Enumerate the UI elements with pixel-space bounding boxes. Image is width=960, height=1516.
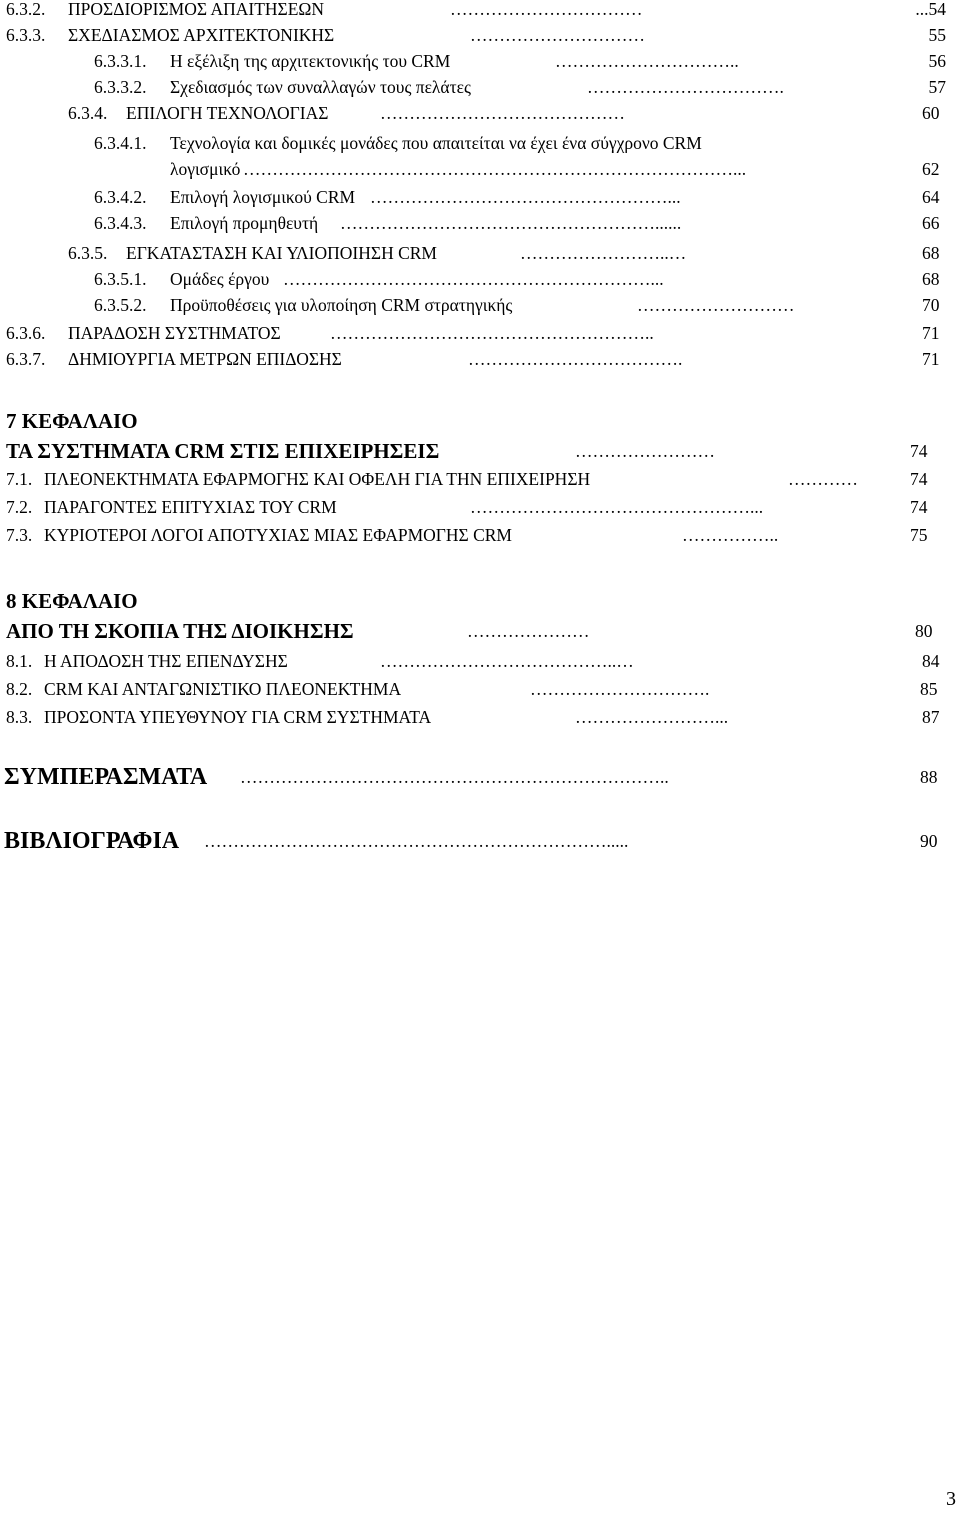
entry-page: ...54 — [915, 0, 946, 19]
entry-number: 6.3.2. — [6, 0, 46, 19]
toc-entry-6-3-3-2[interactable] — [0, 74, 960, 100]
toc-bibliography[interactable] — [0, 824, 960, 858]
entry-page: 71 — [922, 323, 940, 343]
toc-entry-6-3-7[interactable] — [0, 346, 960, 372]
entry-leader: ………… — [788, 469, 858, 489]
entry-number: 6.3.4.2. — [94, 187, 147, 207]
toc-entry-6-3-4-1[interactable] — [0, 130, 960, 156]
entry-title: ΠΑΡΑΔΟΣΗ ΣΥΣΤΗΜΑΤΟΣ — [68, 323, 281, 343]
entry-page: 74 — [910, 469, 928, 489]
entry-leader: ………………………………………………...... — [340, 213, 682, 233]
chapter-page: 74 — [910, 441, 928, 461]
entry-leader: ………………………………. — [468, 349, 683, 369]
section-title: ΒΙΒΛΙΟΓΡΑΦΙΑ — [4, 828, 180, 854]
entry-title: ΠΛΕΟΝΕΚΤΗΜΑΤΑ ΕΦΑΡΜΟΓΗΣ ΚΑΙ ΟΦΕΛΗ ΓΙΑ ΤΗΝ ΕΠΙΧΕΙΡΗΣΗ — [44, 469, 591, 489]
section-title: ΣΥΜΠΕΡΑΣΜΑΤΑ — [4, 764, 208, 790]
entry-page: 66 — [922, 213, 940, 233]
chapter-8-title[interactable] — [0, 616, 960, 646]
section-page: 88 — [920, 767, 938, 787]
toc-entry-7-1[interactable] — [0, 466, 960, 492]
entry-leader: ……………………………. — [587, 77, 784, 97]
entry-leader: …………………………… — [450, 0, 643, 19]
entry-page: 70 — [922, 295, 940, 315]
entry-number: 6.3.5.1. — [94, 269, 147, 289]
toc-entry-6-3-5[interactable] — [0, 240, 960, 266]
entry-page: 74 — [910, 497, 928, 517]
entry-title: ΠΡΟΣΔΙΟΡΙΣΜΟΣ ΑΠΑΙΤΗΣΕΩΝ — [68, 0, 325, 19]
entry-number: 6.3.5. — [68, 243, 108, 263]
toc-entry-6-3-4-2[interactable] — [0, 184, 960, 210]
entry-number: 6.3.5.2. — [94, 295, 147, 315]
entry-page: 64 — [922, 187, 940, 207]
section-leader: ……………………………………………………………..... — [204, 831, 629, 851]
entry-number: 6.3.6. — [6, 323, 46, 343]
entry-title: Τεχνολογία και δομικές μονάδες που απαιτείται να έχει ένα σύγχρονο CRM — [170, 133, 702, 153]
entry-number: 7.2. — [6, 497, 33, 517]
entry-leader: ………………………… — [470, 25, 645, 45]
entry-leader: ……………………... — [575, 707, 729, 727]
entry-leader: ……………………………………………….. — [330, 323, 654, 343]
entry-page: 87 — [922, 707, 940, 727]
page-number: 3 — [946, 1488, 956, 1510]
entry-title: Η ΑΠΟΔΟΣΗ ΤΗΣ ΕΠΕΝΔΥΣΗΣ — [44, 651, 288, 671]
toc-entry-6-3-3[interactable] — [0, 22, 960, 48]
chapter-page: 80 — [915, 621, 933, 641]
entry-title: λογισμικό — [170, 159, 241, 179]
entry-title: ΚΥΡΙΟΤΕΡΟΙ ΛΟΓΟΙ ΑΠΟΤΥΧΙΑΣ ΜΙΑΣ ΕΦΑΡΜΟΓΗΣ CRM — [44, 525, 512, 545]
entry-leader: ……………………………………………... — [370, 187, 681, 207]
entry-leader: …………………………………… — [380, 103, 625, 123]
entry-leader: ……………………..… — [520, 243, 687, 263]
entry-page: 84 — [922, 651, 940, 671]
toc-entry-7-2[interactable] — [0, 494, 960, 520]
toc-entry-6-3-6[interactable] — [0, 320, 960, 346]
entry-title: ΔΗΜΙΟΥΡΓΙΑ ΜΕΤΡΩΝ ΕΠΙΔΟΣΗΣ — [68, 349, 342, 369]
chapter-7-label: 7 ΚΕΦΑΛΑΙΟ — [6, 409, 138, 433]
chapter-leader: ………………… — [467, 621, 590, 641]
chapter-title: ΤΑ ΣΥΣΤΗΜΑΤΑ CRM ΣΤΙΣ ΕΠΙΧΕΙΡΗΣΕΙΣ — [6, 439, 440, 463]
entry-leader: …………………………………………………………………………... — [243, 159, 747, 179]
entry-leader: ……………………… — [637, 295, 795, 315]
entry-title: Επιλογή προμηθευτή — [170, 213, 319, 233]
entry-number: 6.3.4.1. — [94, 133, 147, 153]
chapter-7-title[interactable] — [0, 436, 960, 466]
entry-page: 71 — [922, 349, 940, 369]
toc-entry-8-1[interactable] — [0, 648, 960, 674]
entry-number: 6.3.3.1. — [94, 51, 147, 71]
toc-entry-6-3-5-1[interactable] — [0, 266, 960, 292]
entry-title: CRM ΚΑΙ ΑΝΤΑΓΩΝΙΣΤΙΚΟ ΠΛΕΟΝΕΚΤΗΜΑ — [44, 679, 402, 699]
entry-title: ΠΡΟΣΟΝΤΑ ΥΠΕΥΘΥΝΟΥ ΓΙΑ CRM ΣΥΣΤΗΜΑΤΑ — [44, 707, 432, 727]
entry-number: 7.3. — [6, 525, 33, 545]
entry-page: 75 — [910, 525, 928, 545]
entry-page: 55 — [928, 25, 946, 45]
chapter-8-label: 8 ΚΕΦΑΛΑΙΟ — [6, 589, 138, 613]
toc-entry-8-2[interactable] — [0, 676, 960, 702]
entry-number: 6.3.3.2. — [94, 77, 147, 97]
entry-number: 6.3.3. — [6, 25, 46, 45]
entry-page: 57 — [928, 77, 946, 97]
toc-entry-6-3-4-3[interactable] — [0, 210, 960, 236]
entry-title: Η εξέλιξη της αρχιτεκτονικής του CRM — [170, 51, 451, 71]
toc-entry-6-3-5-2[interactable] — [0, 292, 960, 318]
entry-page: 68 — [922, 243, 940, 263]
entry-number: 6.3.4. — [68, 103, 108, 123]
entry-leader: …………………………………………... — [470, 497, 764, 517]
section-page: 90 — [920, 831, 938, 851]
entry-number: 8.3. — [6, 707, 33, 727]
entry-number: 6.3.4.3. — [94, 213, 147, 233]
toc-entry-6-3-2[interactable] — [0, 0, 960, 22]
toc-conclusions[interactable] — [0, 760, 960, 794]
entry-leader: …………………………………..… — [380, 651, 634, 671]
entry-leader: ………………………………………………………... — [283, 269, 664, 289]
entry-title: ΕΠΙΛΟΓΗ ΤΕΧΝΟΛΟΓΙΑΣ — [126, 103, 329, 123]
chapter-title: ΑΠΟ ΤΗ ΣΚΟΠΙΑ ΤΗΣ ΔΙΟΙΚΗΣΗΣ — [6, 619, 354, 643]
toc-entry-8-3[interactable] — [0, 704, 960, 730]
entry-page: 56 — [928, 51, 946, 71]
entry-page: 60 — [922, 103, 940, 123]
toc-entry-6-3-3-1[interactable] — [0, 48, 960, 74]
entry-leader: …………….. — [682, 525, 779, 545]
entry-title: Ομάδες έργου — [170, 269, 270, 289]
section-leader: ……………………………………………………………….. — [240, 767, 669, 787]
toc-entry-6-3-4[interactable] — [0, 100, 960, 126]
toc-entry-7-3[interactable] — [0, 522, 960, 548]
entry-number: 7.1. — [6, 469, 33, 489]
entry-page: 62 — [922, 159, 940, 179]
entry-title: Προϋποθέσεις για υλοποίηση CRM στρατηγικής — [170, 295, 513, 315]
entry-title: Επιλογή λογισμικού CRM — [170, 187, 356, 207]
toc-entry-6-3-4-1-continued[interactable] — [0, 156, 960, 182]
entry-number: 6.3.7. — [6, 349, 46, 369]
chapter-leader: …………………… — [575, 441, 715, 461]
entry-leader: ………………………….. — [555, 51, 739, 71]
entry-title: Σχεδιασμός των συναλλαγών τους πελάτες — [170, 77, 471, 97]
entry-leader: …………………………. — [530, 679, 710, 699]
entry-page: 68 — [922, 269, 940, 289]
entry-number: 8.1. — [6, 651, 33, 671]
entry-title: ΕΓΚΑΤΑΣΤΑΣΗ ΚΑΙ ΥΛΙΟΠΟΙΗΣΗ CRM — [126, 243, 437, 263]
entry-title: ΠΑΡΑΓΟΝΤΕΣ ΕΠΙΤΥΧΙΑΣ ΤΟΥ CRM — [44, 497, 337, 517]
entry-page: 85 — [920, 679, 938, 699]
entry-number: 8.2. — [6, 679, 33, 699]
entry-title: ΣΧΕΔΙΑΣΜΟΣ ΑΡΧΙΤΕΚΤΟΝΙΚΗΣ — [68, 25, 335, 45]
